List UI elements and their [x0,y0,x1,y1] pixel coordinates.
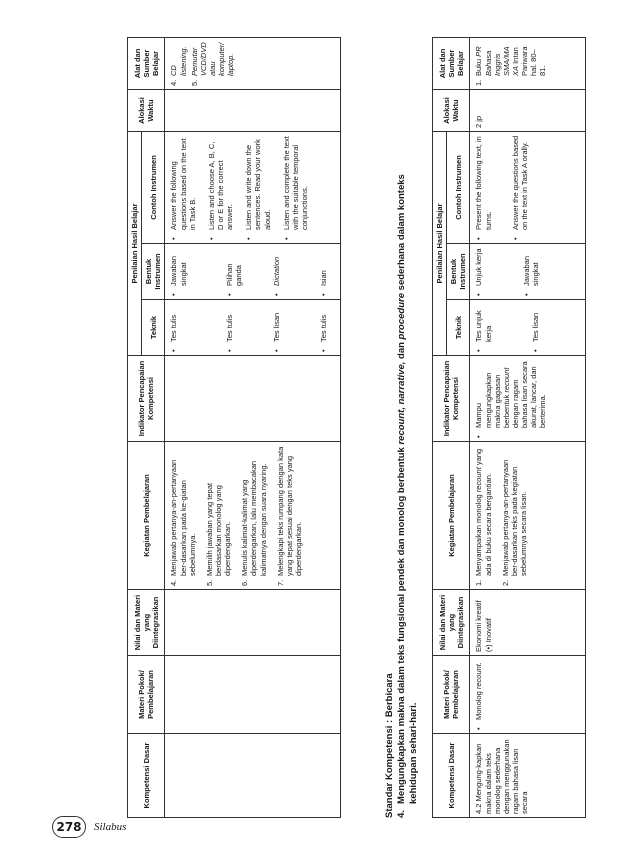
indikator-value: Mampu mengungkapkan makna gagasan berbentuk recount dengan ragam bahasa lisan secara akurat, lancar, dan berterima. [474,361,548,428]
indikator-cell: • Mampu mengungkapkan makna gagasan berbentuk recount dengan ragam bahasa lisan secara akurat, lancar, dan berterima. [470,356,586,442]
header-materi-pokok: Materi Pokok/ Pembelajaran [128,656,165,734]
kegiatan-item: 7. Melengkapi teks rumpang dengan kata yang tepat sesuai dengan teks yang diperdengarkan. [275,446,303,586]
nilai-cell [165,590,341,656]
header-materi-pokok: Materi Pokok/ Pembelajaran [433,656,470,734]
alat-item: 1. Buku PR Bahasa Inggris SMA/MA XA Intan Pariwara hal. 80–81. [474,46,548,86]
contoh-value: Answer the following questions based on the text in Task B. [169,138,197,230]
teknik-value: Tes tulis [169,314,179,342]
header-bentuk: Bentuk Instrumen [142,244,165,300]
header-contoh: Contoh Instrumen [142,132,165,244]
header-kegiatan: Kegiatan Pembelajaran [433,442,470,590]
header-contoh: Contoh Instrumen [447,132,470,244]
header-bentuk: Bentuk Instrumen [447,244,470,300]
materi-cell [165,656,341,734]
header-penilaian: Penilaian Hasil Belajar [433,132,447,356]
kegiatan-item: 2. Menjawab pertanya-an-pertanyaan ber-dasarkan teks pada kegiatan sebelumnya secara lisan. [500,459,528,586]
header-alat: Alat dan Sumber Belajar [128,38,165,90]
bentuk-value: Jawaban singkat [521,255,540,286]
bentuk-value: Dictation [271,256,281,286]
kegiatan-item: 1. Menyampaikan monolog recount yang ada di buku secara bergantian. [474,448,493,586]
header-teknik: Teknik [142,300,165,356]
kompetensi-cell [165,734,341,818]
header-alat: Alat dan Sumber Belajar [433,38,470,90]
header-nilai-materi: Nilai dan Materi yang Diintegrasikan [128,590,165,656]
contoh-value: Present the following text, in turns. [474,136,493,230]
competency-statement-cont: kehidupan sehari-hari. [407,702,419,804]
header-kompetensi-dasar: Kompetensi Dasar [128,734,165,818]
indikator-cell [165,356,341,442]
nilai-label: Ekonomi kreatif [474,600,484,652]
contoh-value: Listen and write down the sentences. Read your work aloud. [244,139,272,230]
contoh-value: Answer the questions based on the text in Task A orally. [510,135,529,230]
kompetensi-cell: 4.2 Mengung-kapkan makna dalam teks monolog sederhana dengan menggunakan ragam bahasa lisan secara [470,734,586,818]
alokasi-cell [165,90,341,132]
bentuk-cell: • Unjuk kerja • Jawaban singkat [470,244,586,300]
kegiatan-cell [165,442,341,590]
silabus-table-2 [432,37,586,818]
bentuk-value: Jawaban singkat [169,255,188,286]
header-kompetensi-dasar: Kompetensi Dasar [433,734,470,818]
materi-value: Monolog recount. [474,662,484,720]
teknik-value: Tes lisan [271,312,281,342]
bentuk-value: Isian [319,270,329,286]
header-alokasi: Alokasi Waktu [433,90,470,132]
header-indikator: Indikator Pencapaian Kompetensi [433,356,470,442]
nilai-item: (•) Inovatif [483,618,493,652]
teknik-cell: • Tes unjuk kerja • Tes lisan [470,300,586,356]
contoh-cell: • Answer the following questions based on the text in Task B. • Listen and choose A, B, C, D or E for the correct answer. • Listen and write down the sentences. Read your work aloud. • Listen and complete the text with the suitable temporal conjunctions. [165,132,341,244]
teknik-value: Tes tulis [318,314,328,342]
kegiatan-item: 5. Memilih jawaban yang tepat berdasarkan monolog yang diperdengarkan. [204,483,233,586]
header-teknik: Teknik [447,300,470,356]
header-indikator: Indikator Pencapaian Kompetensi [128,356,165,442]
bentuk-value: Unjuk kerja [474,248,484,286]
nilai-cell [470,590,586,656]
alat-item: 4. CD listening. [169,46,188,86]
teknik-cell: • Tes tulis • Tes tulis • Tes lisan • Tes tulis [165,300,341,356]
header-kegiatan: Kegiatan Pembelajaran [128,442,165,590]
alat-cell [165,38,341,90]
materi-cell: • Monolog recount. [470,656,586,734]
contoh-cell: • Present the following text, in turns. • Answer the questions based on the text in Task A orally. [470,132,586,244]
contoh-value: Listen and choose A, B, C, D or E for the correct answer. [206,141,235,230]
teknik-value: Tes tulis [224,314,234,342]
page-number: 278 [52,816,86,838]
alat-item: 5. Pemutar VCD/DVD atau komputer/ laptop. [189,42,236,86]
silabus-table-1 [127,37,341,818]
standar-kompetensi-heading [384,28,420,818]
competency-statement: 4.Mengungkapkan makna dalam teks fungsional pendek dan monolog berbentuk recount, narrative, dan procedure sederhana dalam konteks [395,174,407,818]
contoh-value: Listen and complete the text with the suitable temporal conjunctions. [281,136,309,230]
kegiatan-cell [470,442,586,590]
alokasi-cell: 2 jp [470,90,586,132]
header-penilaian: Penilaian Hasil Belajar [128,132,142,356]
page-footer [52,816,126,838]
footer-label: Silabus [94,821,127,833]
bentuk-value: Pilihan ganda [224,263,243,286]
header-alokasi: Alokasi Waktu [128,90,165,132]
teknik-value: Tes unjuk kerja [474,310,493,342]
header-nilai-materi: Nilai dan Materi yang Diintegrasikan [433,590,470,656]
bentuk-cell: • Jawaban singkat • Pilihan ganda • Dictation • Isian [165,244,341,300]
kegiatan-item: 6. Menulis kalimat-kalimat yang diperdengarkan, lalu membacakan kalimatnya dengan suara nyaring. [240,460,268,586]
standar-kompetensi-label: Standar Kompetensi : Berbicara [384,673,395,818]
kegiatan-item: 4. Menjawab pertanya-an-pertanyaan ber-dasarkan pada ke-giatan sebelumnya. [169,459,197,586]
teknik-value: Tes lisan [530,312,540,342]
alat-cell [470,38,586,90]
